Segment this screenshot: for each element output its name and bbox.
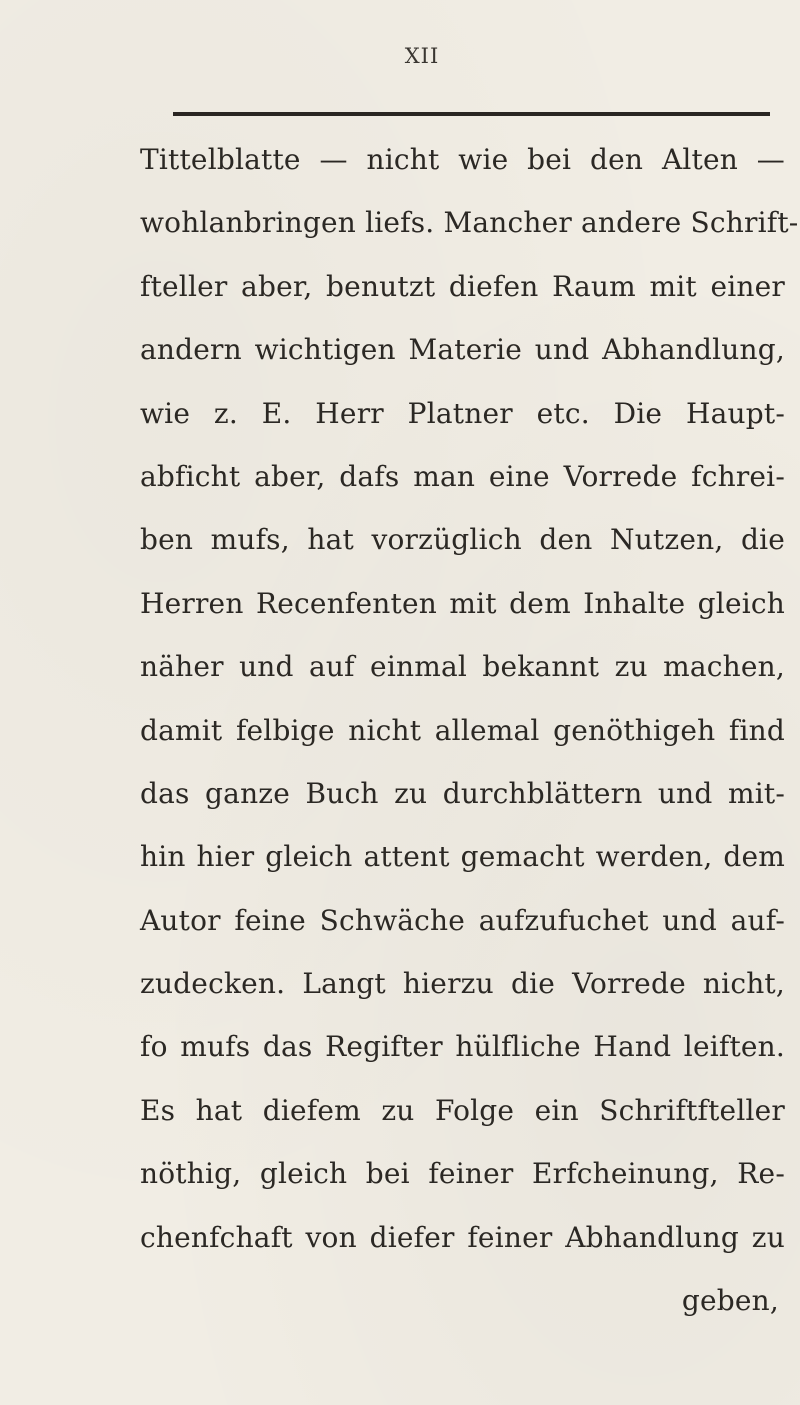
text-line: fteller aber, benutzt diefen Raum mit einer [140, 269, 785, 303]
page-number: XII [404, 44, 440, 68]
text-line: Herren Recenfenten mit dem Inhalte gleich [140, 586, 785, 620]
text-line: Es hat diefem zu Folge ein Schriftfteller [140, 1093, 785, 1127]
catchword: geben, [681, 1284, 779, 1318]
text-line: wohlanbringen liefs. Mancher andere Schrift- [140, 206, 799, 240]
text-line: das ganze Buch zu durchblättern und mit- [140, 776, 785, 810]
text-line: nöthig, gleich bei feiner Erfcheinung, Re- [140, 1157, 785, 1191]
text-line: wie z. E. Herr Platner etc. Die Haupt- [140, 396, 785, 430]
body-text [140, 128, 799, 1332]
header-rule [173, 112, 770, 116]
text-line: chenfchaft von diefer feiner Abhandlung zu [140, 1220, 785, 1254]
text-line: Tittelblatte — nicht wie bei den Alten — [140, 143, 785, 176]
text-line: Autor feine Schwäche aufzufuchet und auf- [140, 903, 785, 937]
text-line: fo mufs das Regifter hülfliche Hand leiften. [140, 1030, 785, 1064]
text-line: abficht aber, dafs man eine Vorrede fchrei- [140, 459, 785, 493]
text-line: näher und auf einmal bekannt zu machen, [140, 650, 785, 684]
text-line: damit felbige nicht allemal genöthigeh find [140, 713, 785, 747]
text-line: zudecken. Langt hierzu die Vorrede nicht, [140, 967, 785, 1001]
text-line: hin hier gleich attent gemacht werden, dem [140, 840, 785, 874]
text-line: andern wichtigen Materie und Abhandlung, [140, 333, 785, 367]
text-line: ben mufs, hat vorzüglich den Nutzen, die [140, 523, 785, 557]
